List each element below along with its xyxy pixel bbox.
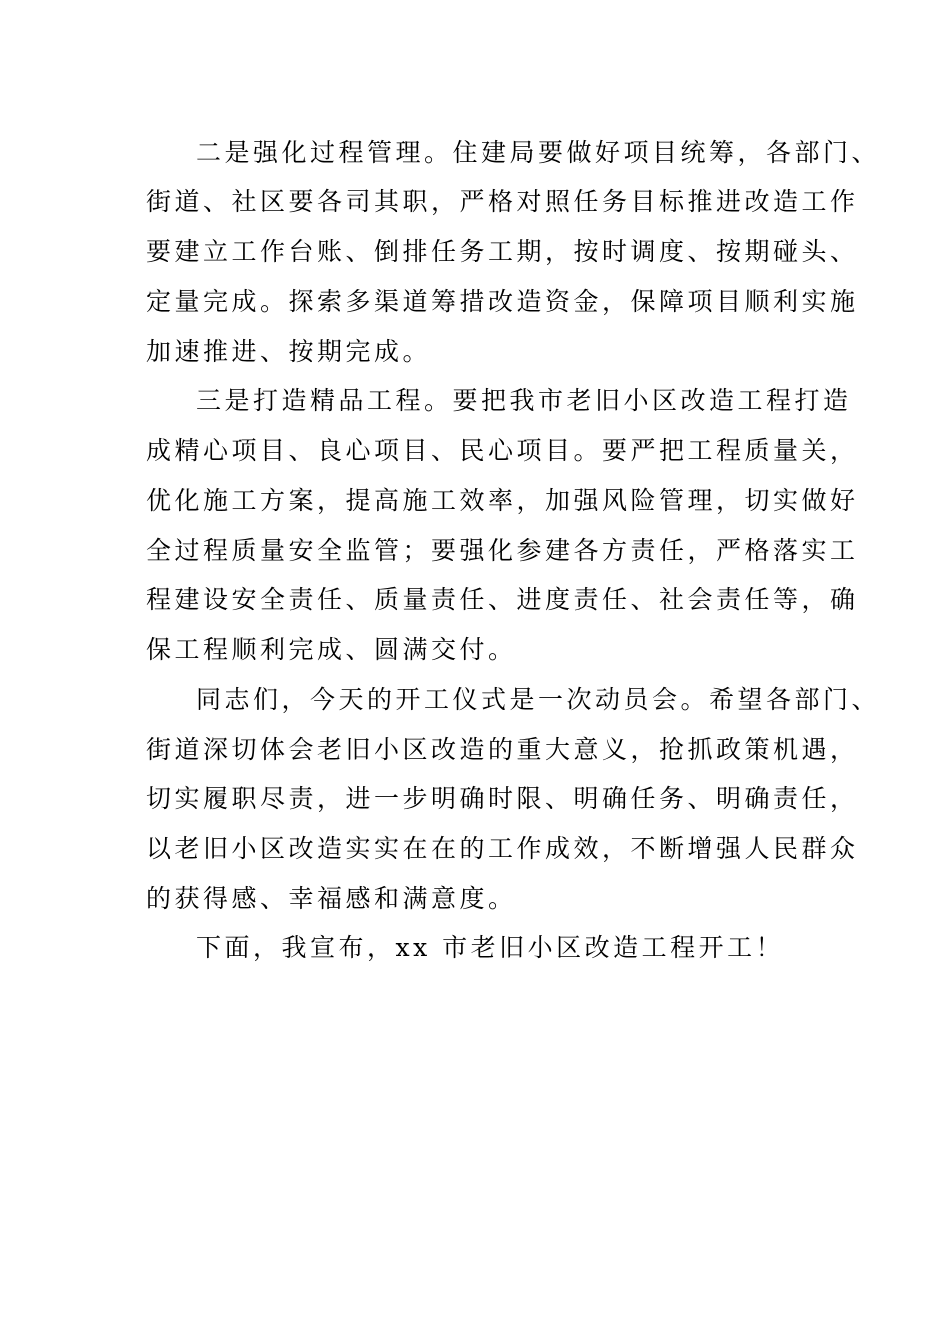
- paragraph-1-line-2: 街道、社区要各司其职，严格对照任务目标推进改造工作: [146, 187, 859, 216]
- paragraph-3-line-5: 的获得感、幸福感和满意度。: [146, 884, 517, 913]
- paragraph-3-line-2: 街道深切体会老旧小区改造的重大意义，抢抓政策机遇，: [146, 735, 859, 764]
- paragraph-2-line-2: 成精心项目、良心项目、民心项目。要严把工程质量关，: [146, 436, 859, 465]
- paragraph-3-line-3: 切实履职尽责，进一步明确时限、明确任务、明确责任，: [146, 784, 859, 813]
- paragraph-2-line-4: 全过程质量安全监管；要强化参建各方责任，严格落实工: [146, 536, 859, 565]
- paragraph-3-line-4: 以老旧小区改造实实在在的工作成效，不断增强人民群众: [146, 834, 859, 863]
- paragraph-1-line-4: 定量完成。探索多渠道筹措改造资金，保障项目顺利实施: [146, 287, 859, 316]
- paragraph-1-line-5: 加速推进、按期完成。: [146, 337, 432, 366]
- paragraph-2-line-1: 三是打造精品工程。要把我市老旧小区改造工程打造: [196, 386, 852, 415]
- paragraph-3-line-1: 同志们，今天的开工仪式是一次动员会。希望各部门、: [196, 685, 881, 714]
- paragraph-2-line-5: 程建设安全责任、质量责任、进度责任、社会责任等，确: [146, 585, 859, 614]
- paragraph-2-line-6: 保工程顺利完成、圆满交付。: [146, 635, 517, 664]
- paragraph-1-line-3: 要建立工作台账、倒排任务工期，按时调度、按期碰头、: [146, 237, 859, 266]
- paragraph-2-line-3: 优化施工方案，提高施工效率，加强风险管理，切实做好: [146, 486, 859, 515]
- paragraph-4-line-1: 下面，我宣布，xx 市老旧小区改造工程开工！: [196, 933, 785, 962]
- paragraph-1-line-1: 二是强化过程管理。住建局要做好项目统筹，各部门、: [196, 138, 881, 167]
